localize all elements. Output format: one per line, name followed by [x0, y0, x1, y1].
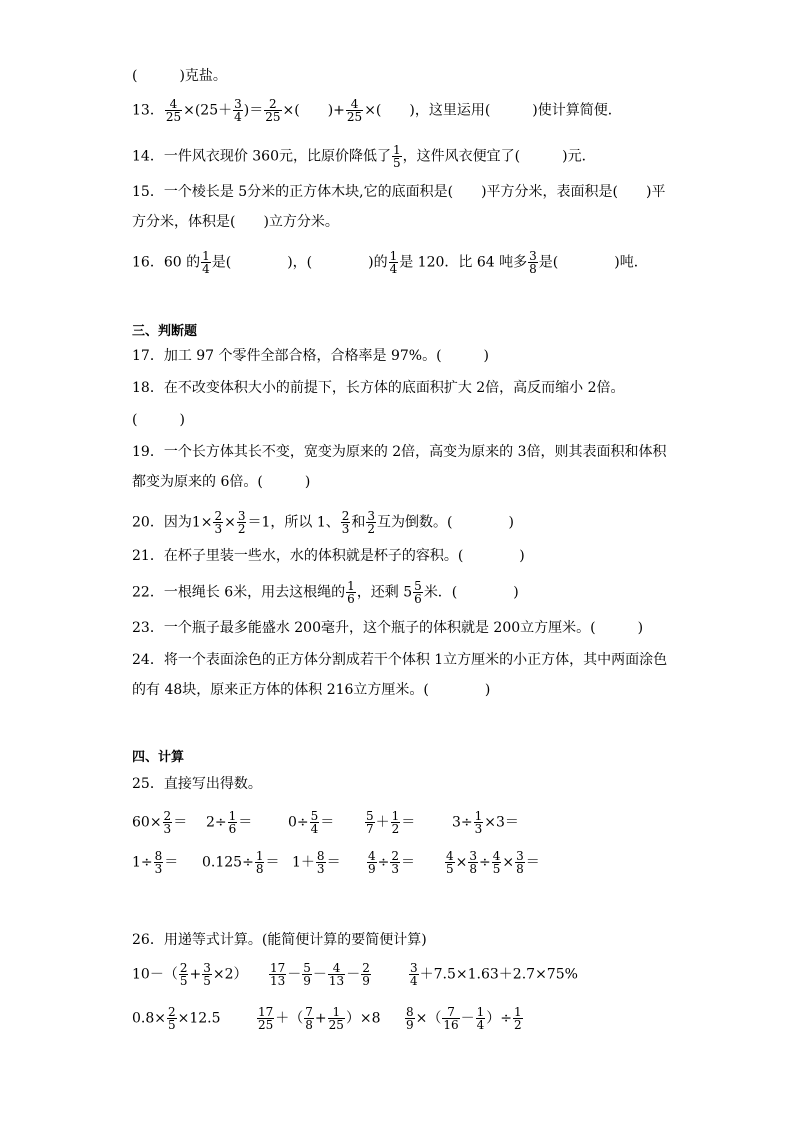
fraction: $\frac{1}{4}$ — [202, 249, 210, 276]
q26-title: 26．用递等式计算。(能简便计算的要简便计算) — [132, 932, 427, 948]
calc-problem: $\frac{3}{4}$ ＋7.5×1.63＋2.7×75% — [410, 961, 578, 988]
q22-text: 22．一根绳长 6米，用去这根绳的 — [132, 584, 346, 601]
q14 — [132, 144, 596, 169]
fraction: $\frac{2}{3}$ — [214, 509, 223, 536]
q20-text: 互为倒数。( ) — [377, 514, 514, 531]
calc-problem: 10－（ $\frac{2}{5}$ + $\frac{3}{5}$ ×2） — [132, 961, 248, 988]
q24-line2: 的有 48块，原来正方体的体积 216立方厘米。( ) — [132, 682, 491, 698]
q16 — [132, 250, 648, 275]
calc-problem: $\frac{8}{9}$ ×（ $\frac{7}{16}$ － $\frac{1}{4}$ ）÷ $\frac{1}{2}$ — [406, 1005, 522, 1032]
q22 — [132, 580, 519, 605]
q14-text: ，这件风衣便宜了( )元． — [402, 148, 596, 165]
calc-item: $\frac{4}{9}$ ÷ $\frac{2}{3}$ ＝ — [368, 849, 416, 876]
fraction: $\frac{3}{4}$ — [234, 97, 242, 124]
q16-text: 是( )吨． — [538, 254, 648, 271]
q19-line1: 19．一个长方体其长不变，宽变为原来的 2倍，高变为原来的 3倍，则其表面积和体积 — [132, 444, 667, 460]
q13 — [132, 98, 622, 123]
q20-text: 20．因为1× — [132, 514, 213, 531]
q18-line2: ( ) — [132, 412, 185, 428]
q20-text: 和 — [351, 514, 366, 531]
fraction: $\frac{1}{6}$ — [347, 579, 355, 606]
calc-item: 1＋ $\frac{8}{3}$ ＝ — [292, 849, 341, 876]
calc-item: 3÷ $\frac{1}{3}$ ×3＝ — [452, 809, 519, 836]
q13-text: )＝ — [243, 102, 264, 119]
calc-item: 0.125÷ $\frac{1}{8}$ ＝ — [202, 849, 280, 876]
fraction: $\frac{2}{3}$ — [341, 509, 350, 536]
q17: 17．加工 97 个零件全部合格，合格率是 97%。( ) — [132, 348, 490, 364]
fraction: $\frac{2}{25}$ — [265, 97, 281, 124]
calc-item: $\frac{5}{7}$ ＋ $\frac{1}{2}$ ＝ — [366, 809, 416, 836]
q13-text: ×(25＋ — [183, 102, 233, 119]
fraction: $\frac{1}{4}$ — [389, 249, 398, 276]
q14-text: 14．一件风衣现价 360元，比原价降低了 — [132, 148, 391, 165]
q19-line2: 都变为原来的 6倍。( ) — [132, 474, 311, 490]
fraction: $\frac{4}{25}$ — [346, 97, 363, 124]
q13-text: ×( )，这里运用( )使计算简便． — [364, 102, 622, 119]
q15-line1: 15．一个棱长是 5分米的正方体木块,它的底面积是( )平方分米，表面积是( )平 — [132, 184, 666, 200]
q23: 23．一个瓶子最多能盛水 200毫升，这个瓶子的体积就是 200立方厘米。( ) — [132, 620, 644, 636]
q12-tail: ( )克盐。 — [132, 68, 227, 84]
calc-item: 0÷ $\frac{5}{4}$ ＝ — [288, 809, 335, 836]
fraction: $\frac{5}{6}$ — [414, 579, 422, 606]
section-heading-judgement: 三、判断题 — [132, 324, 198, 339]
q13-number: 13． — [132, 102, 164, 119]
q20-text: × — [224, 514, 236, 531]
calc-problem: $\frac{17}{13}$ － $\frac{5}{9}$ － $\frac{4}{13}$ － $\frac{2}{9}$ — [270, 961, 370, 988]
q22-text: ，还剩 5 — [356, 584, 413, 601]
q16-text: 是 120．比 64 吨多 — [399, 254, 528, 271]
fraction: $\frac{4}{25}$ — [165, 97, 182, 124]
calc-item: 2÷ $\frac{1}{6}$ ＝ — [206, 809, 253, 836]
calc-problem: $\frac{17}{25}$ ＋（ $\frac{7}{8}$ + $\frac{1}{25}$ ）×8 — [258, 1005, 381, 1032]
q16-text: 16．60 的 — [132, 254, 201, 271]
calc-item: $\frac{4}{5}$ × $\frac{3}{8}$ ÷ $\frac{4}{5}$ × $\frac{3}{8}$ ＝ — [446, 849, 540, 876]
calc-item: 60× $\frac{2}{3}$ ＝ — [132, 809, 188, 836]
fraction: $\frac{1}{5}$ — [393, 143, 401, 170]
q16-text: 是( )，( )的 — [211, 254, 388, 271]
q21: 21．在杯子里装一些水，水的体积就是杯子的容积。( ) — [132, 548, 525, 564]
q18-line1: 18．在不改变体积大小的前提下，长方体的底面积扩大 2倍，高反而缩小 2倍。 — [132, 380, 625, 396]
fraction: $\frac{3}{2}$ — [367, 509, 376, 536]
calc-item: 1÷ $\frac{8}{3}$ ＝ — [132, 849, 179, 876]
fraction: $\frac{3}{2}$ — [237, 509, 246, 536]
section-heading-calculation: 四、计算 — [132, 750, 185, 765]
calc-problem: 0.8× $\frac{2}{5}$ ×12.5 — [132, 1005, 221, 1032]
q15-line2: 方分米，体积是( )立方分米。 — [132, 214, 339, 230]
q13-text: ×( )+ — [282, 102, 345, 119]
q24-line1: 24．将一个表面涂色的正方体分割成若干个体积 1立方厘米的小正方体，其中两面涂色 — [132, 652, 668, 668]
q22-text: 米．( ) — [423, 584, 519, 601]
fraction: $\frac{3}{8}$ — [529, 249, 537, 276]
q25-title: 25．直接写出得数。 — [132, 776, 262, 792]
q20-text: ＝1，所以 1、 — [247, 514, 340, 531]
q20 — [132, 510, 514, 535]
